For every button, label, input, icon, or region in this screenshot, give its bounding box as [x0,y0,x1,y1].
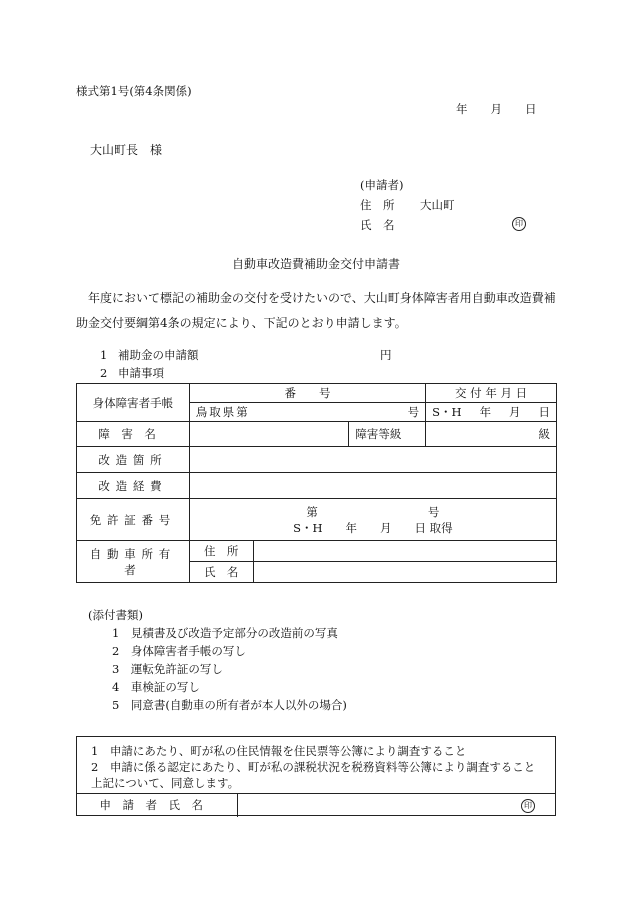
item2-number: 2 [100,366,108,380]
kofu-header: 交 付 年 月 日 [426,384,557,403]
disability-grade-input[interactable] [426,422,557,447]
owner-address-label: 住 所 [189,541,253,562]
attachment-item: 3 運転免許証の写し [112,662,223,676]
kaizo-keihi-label: 改造経費 [77,473,190,499]
owner-name-label: 氏 名 [189,562,253,583]
kaizo-keihi-input[interactable] [189,473,556,499]
kofu-year: 年 [479,405,492,419]
techo-number-cell[interactable] [189,403,425,422]
application-table [76,383,557,583]
kofu-era: S・H [432,405,462,419]
applicant-name-label: 氏 名 [360,218,395,232]
item1-label: 補助金の申請額 [118,348,199,362]
kofu-month: 月 [509,405,521,419]
menkyo-go: 号 [427,504,440,519]
attachment-item: 5 同意書(自動車の所有者が本人以外の場合) [112,698,347,712]
disability-grade-label: 障害等級 [349,422,426,447]
attachment-item: 2 身体障害者手帳の写し [112,644,246,658]
applicant-address-value: 大山町 [420,198,455,212]
consent-line-2: 2 申請に係る認定にあたり、町が私の課税状況を税務資料等公簿により調査すること [91,760,536,774]
attachment-item: 1 見積書及び改造予定部分の改造前の写真 [112,626,338,640]
consent-line-3: 上記について、同意します。 [91,776,240,790]
consent-text [91,743,535,791]
kofu-date-cell[interactable] [426,403,557,422]
kaizo-kasho-label: 改造箇所 [77,447,190,473]
kyu-unit: 級 [538,427,550,441]
disability-name-label: 障害名 [77,422,190,447]
seal-icon: 印 [512,217,526,231]
signer-label: 申請者氏名 [77,794,238,817]
document-title: 自動車改造費補助金交付申請書 [232,257,401,271]
item1-unit: 円 [380,348,392,362]
bango-header: 番 号 [189,384,425,403]
applicant-address-label: 住 所 [360,198,395,212]
menkyo-label: 免許証番号 [77,499,190,541]
menkyo-date: S・H 年 月 日 取得 [293,520,453,535]
kaizo-kasho-input[interactable] [189,447,556,473]
applicant-heading: (申請者) [360,178,404,192]
attachment-item: 4 車検証の写し [112,680,200,694]
owner-address-input[interactable] [253,541,556,562]
kofu-day: 日 [538,405,550,419]
item2-label: 申請事項 [118,366,164,380]
owner-label: 自動車所有者 [77,541,190,583]
consent-signature-row[interactable] [77,793,555,817]
owner-name-input[interactable] [253,562,556,583]
menkyo-input[interactable] [189,499,556,541]
item1-number: 1 [100,348,108,362]
menkyo-dai: 第 [306,504,318,519]
consent-box [76,736,556,816]
consent-line-1: 1 申請にあたり、町が私の住民情報を住民票等公簿により調査すること [91,744,467,758]
disability-name-input[interactable] [189,422,349,447]
seal-icon: 印 [521,799,535,813]
addressee: 大山町長 様 [90,143,163,157]
techo-label: 身体障害者手帳 [77,384,190,422]
form-number: 様式第1号(第4条関係) [76,84,192,98]
techo-go: 号 [407,405,420,419]
date-line: 年 月 日 [456,102,537,116]
tottori-prefix: 鳥取県第 [195,405,250,419]
intro-paragraph: 年度において標記の補助金の交付を受けたいので、大山町身体障害者用自動車改造費補助金交付要綱第4条の規定により、下記のとおり申請します。 [76,291,556,330]
attachments-heading: (添付書類) [88,608,143,622]
